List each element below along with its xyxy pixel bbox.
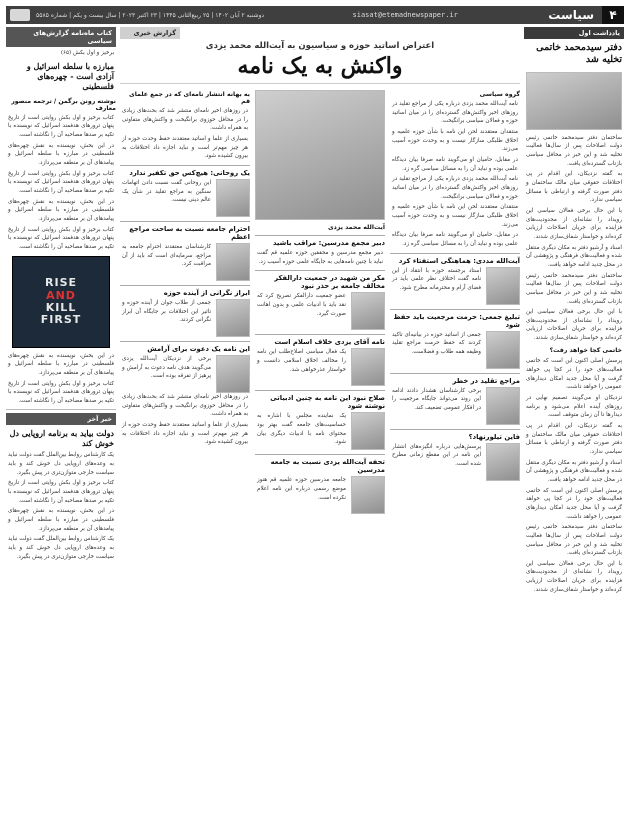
right-photo [526,72,622,130]
left-body-2 [6,352,116,406]
quote-box [255,390,385,450]
byline: گروه سیاسی [479,91,520,98]
quote-text: عضو جمعیت دارالفکر تصریح کرد که نقد باید با ادبیات علمی و بدون اهانت صورت گیرد. [257,293,346,317]
quote-title: دبیر مجمع مدرسین: مراقب باشید [272,239,385,247]
quote-text: دبیر مجمع مدرسین و محققین حوزه علمیه قم گفت نباید با چنین نامه‌هایی به جایگاه علمی حوزه آسیب زد. [257,250,383,265]
paragraph: در این بخش، نویسنده به نقش چهره‌های فلسطینی در مبارزه با سلطه اسرائیل و پیامدهای آن بر منطقه می‌پردازد. [8,142,114,167]
main-col-b [255,88,385,815]
quote-box [255,235,385,266]
right-body [524,134,624,595]
newspaper-logo-icon [10,9,30,21]
quote-title: احترام جامعه نسبت به ساحت مراجع اعظم [129,224,250,241]
paragraph: اسناد و آرشیو دفتر به مکان دیگری منتقل شده و فعالیت‌های فرهنگی و پژوهشی آن در محل جدید ادامه خواهد یافت. [526,459,622,483]
quote-title: این نامه یک دعوت برای آرامش [147,344,250,353]
left-tag: کتاب ماه‌نامه گزارش‌های سیاسی [6,27,116,47]
main-col-a [390,88,520,815]
paragraph: کتاب برخیز و اول بکش روایتی است از تاریخ پنهان ترورهای هدفمند اسرائیل که نویسنده با تکیه بر صدها مصاحبه آن را نگاشته است. [8,114,114,139]
paragraph: ساختمان دفتر سیدمحمد خاتمی رئیس دولت اصلاحات پس از سال‌ها فعالیت تخلیه شد و این خبر در محافل سیاسی بازتاب گسترده‌ای یافت. [526,524,622,557]
col-a-body [390,100,520,249]
quote-title: ابراز نگرانی از آینده حوزه [163,288,250,297]
col-c-body-2 [120,393,250,447]
paragraph: در این بخش، نویسنده به نقش چهره‌های فلسطینی در مبارزه با سلطه اسرائیل و پیامدهای آن بر منطقه می‌پردازد. [8,508,114,532]
quote-title: مکر من شهید در جمعیت دارالفکر مخالف جامعه بر حذر نبود [274,274,385,291]
main-tag: گزارش خبری [120,27,180,39]
right-subheading: خاتمی کجا خواهد رفت؟ [549,346,622,354]
quote-text: برخی کارشناسان هشدار دادند ادامه این روند می‌تواند جایگاه مرجعیت را در افکار عمومی تضعیف کند. [392,387,481,411]
paragraph: نزدیکان او می‌گویند تصمیم نهایی در روزهای آینده اعلام می‌شود و برنامه دیدارها تا آن زمان متوقف است. [526,395,622,419]
photo-caption: آیت‌الله محمد یزدی [327,224,385,231]
main-col-c [120,88,250,815]
right-title: دفتر سیدمحمد خاتمی تخلیه شد [536,42,622,66]
quote-text: جمعی از طلاب جوان از آینده حوزه و تاثیر این اختلافات بر جایگاه آن ابراز نگرانی کردند. [122,299,211,324]
portrait [216,355,250,393]
main-column [120,27,520,815]
paragraph: نامه آیت‌الله محمد یزدی درباره یکی از مراجع تقلید در روزهای اخیر واکنش‌های گسترده‌ای را در میان اساتید حوزه و فعالان سیاسی برانگیخت. [392,101,518,125]
left-body-3 [6,451,116,561]
paragraph: یک کارشناس روابط بین‌الملل گفت دولت نباید به وعده‌های اروپایی دل خوش کند و باید سیاست خارجی متوازن‌تری در پیش بگیرد. [8,452,114,476]
paragraph: در روزهای اخیر نامه‌ای منتشر شد که بحث‌های زیادی را در محافل حوزوی برانگیخت و واکنش‌های متفاوتی به همراه داشت. [122,393,248,418]
paragraph: در مقابل، حامیان او می‌گویند نامه صرفا بیان دیدگاه علمی بوده و نباید آن را به مسائل سیاسی گره زد. [392,232,518,247]
left-column [6,27,116,815]
quote-box [255,334,385,386]
left-body [6,114,116,252]
book-title-line: KILL [45,300,77,314]
book-title-line: RISE [45,276,77,290]
quote-title: مراجع تقلید در خطر [452,376,520,385]
portrait [486,267,520,305]
left-title-2: دولت بیاید به برنامه اروپایی دل خوش کند [9,427,114,448]
section-title: سیاست [548,8,594,22]
portrait [486,387,520,425]
paragraph: پرسش اصلی اکنون این است که خاتمی فعالیت‌های خود را در کجا پی خواهد گرفت و آیا محل جدید امکان دیدارهای عمومی را خواهد داشت. [526,358,622,391]
quote-title: فاین تیلورنهاد؟ [468,432,520,441]
col-c-body [120,107,250,161]
quote-title: آیت‌الله مددی: هماهنگی استفتاء کرد [398,256,520,265]
paragraph: ساختمان دفتر سیدمحمد خاتمی رئیس دولت اصلاحات پس از سال‌ها فعالیت تخلیه شد و این خبر در محافل سیاسی بازتاب گسترده‌ای یافت. [526,272,622,305]
portrait [216,179,250,217]
quote-title: یک روحانی: هیچ‌کس حق تکفیر ندارد [129,168,250,177]
divider [6,409,116,410]
book-cover [12,256,110,348]
quote-box [255,454,385,514]
paragraph: با این حال برخی فعالان سیاسی این رویداد را نشانه‌ای از محدودیت‌های فزاینده برای جریان اصلاحات ارزیابی کرده‌اند و خواستار شفاف‌سازی شدند. [526,560,622,593]
paragraph: در روزهای اخیر نامه‌ای منتشر شد که بحث‌های زیادی را در محافل حوزوی برانگیخت و واکنش‌های متفاوتی به همراه داشت. [122,108,248,132]
quote-box [390,373,520,425]
portrait [351,348,385,386]
quote-box [120,341,250,393]
paragraph: منتقدان معتقدند لحن این نامه با شأن حوزه علمیه و اخلاق طلبگی سازگار نیست و به وحدت حوزه آسیب می‌زند. [392,204,518,228]
paragraph: اسناد و آرشیو دفتر به مکان دیگری منتقل شده و فعالیت‌های فرهنگی و پژوهشی آن در محل جدید ادامه خواهد یافت. [526,244,622,268]
main-kicker: اعتراض اساتید حوزه و سیاسیون به آیت‌الله محمد یزدی [205,41,435,51]
portrait [351,412,385,450]
paragraph: با این حال برخی فعالان سیاسی این رویداد را نشانه‌ای از محدودیت‌های فزاینده برای جریان اصلاحات ارزیابی کرده‌اند و خواستار شفاف‌سازی شدند. [526,309,622,342]
paragraph: کتاب برخیز و اول بکش روایتی است از تاریخ پنهان ترورهای هدفمند اسرائیل که نویسنده با تکیه بر صدها مصاحبه آن را نگاشته است. [8,380,114,404]
portrait [486,331,520,369]
quote-text: یک نماینده مجلس با اشاره به حساسیت‌های جامعه گفت بهتر بود محتوای نامه با ادبیات دیگری بیان شود. [257,413,346,446]
quote-text: پرسش‌هایی درباره انگیزه‌های انتشار این نامه در این مقطع زمانی مطرح شده است. [392,443,481,467]
quote-text: جمعی از اساتید حوزه در بیانیه‌ای تاکید کردند که حفظ حرمت مراجع تقلید وظیفه همه طلاب و فضلاست. [392,331,481,355]
paragraph: با این حال برخی فعالان سیاسی این رویداد را نشانه‌ای از محدودیت‌های فزاینده برای جریان اصلاحات ارزیابی کرده‌اند و خواستار شفاف‌سازی شدند. [526,207,622,240]
paragraph: در این بخش، نویسنده به نقش چهره‌های فلسطینی در مبارزه با سلطه اسرائیل و پیامدهای آن بر منطقه می‌پردازد. [8,352,114,376]
quote-text: این روحانی گفت نسبت دادن اتهامات سنگین به مراجع تقلید در شأن یک عالم دینی نیست. [122,179,211,204]
book-title-line: AND [46,288,76,302]
paragraph: کتاب برخیز و اول بکش روایتی است از تاریخ پنهان ترورهای هدفمند اسرائیل که نویسنده با تکیه بر صدها مصاحبه آن را نگاشته است. [8,170,114,195]
left-byline: نوشته رونن برگمن / ترجمه منصور معارف [11,97,116,112]
paragraph: پرسش اصلی اکنون این است که خاتمی فعالیت‌های خود را در کجا پی خواهد گرفت و آیا محل جدید امکان دیدارهای عمومی را خواهد داشت. [526,487,622,520]
main-header [120,39,520,84]
paragraph: کتاب برخیز و اول بکش روایتی است از تاریخ پنهان ترورهای هدفمند اسرائیل که نویسنده با تکیه بر صدها مصاحبه آن را نگاشته است. [8,480,114,504]
portrait [216,299,250,337]
portrait [351,476,385,514]
quote-text: استاد برجسته حوزه با انتقاد از این نامه گفت اختلاف نظر علمی باید در فضای آرام و محترمانه مطرح شود. [392,267,481,291]
date-line: دوشنبه ۲ آبان ۱۴۰۲ | ۲۵ ربیع‌الثانی ۱۴۴۵ | ۲۳ اکتبر ۲۰۲۳ | سال بیست و یکم | شماره ۵۵۸۵ [36,11,265,19]
paragraph: به گفته نزدیکان، این اقدام در پی اختلافات حقوقی میان مالک ساختمان و دفتر صورت گرفته و ارتباطی با مسائل سیاسی ندارد. [526,171,622,204]
right-tag: یادداشت اول [524,27,624,39]
quote-title: تحفه آیت‌الله یزدی نسبت به جامعه مدرسین [270,458,385,475]
paragraph: یک کارشناس روابط بین‌الملل گفت دولت نباید به وعده‌های اروپایی دل خوش کند و باید سیاست خارجی متوازن‌تری در پیش بگیرد. [8,536,114,560]
book-title-line: FIRST [40,312,82,326]
paragraph: نامه آیت‌الله محمد یزدی درباره یکی از مراجع تقلید در روزهای اخیر واکنش‌های گسترده‌ای را در میان اساتید حوزه و فعالان سیاسی برانگیخت. [392,176,518,200]
quote-box [255,270,385,330]
quote-title: تبلیغ جمعی: حرمت مرجعیت باید حفظ شود [393,312,520,329]
paragraph: منتقدان معتقدند لحن این نامه با شأن حوزه علمیه و اخلاق طلبگی سازگار نیست و به وحدت حوزه آسیب می‌زند. [392,128,518,153]
quote-text: جامعه مدرسین حوزه علمیه قم هنوز موضع رسمی درباره این نامه اعلام نکرده است. [257,477,346,501]
quote-text: برخی از نزدیکان آیت‌الله یزدی می‌گویند هدف نامه دعوت به آرامش و پرهیز از تفرقه بوده است. [122,355,211,380]
paragraph: به گفته نزدیکان، این اقدام در پی اختلافات حقوقی میان مالک ساختمان و دفتر صورت گرفته و ارتباطی با مسائل سیاسی ندارد. [526,422,622,455]
website-address[interactable]: siasat@etemadnewspaper.ir [352,11,458,19]
main-grid [120,88,520,815]
main-headline: واکنش به یک نامه [237,53,403,79]
lead-photo [255,90,385,220]
portrait [486,443,520,481]
quote-box [120,165,250,217]
quote-box [120,221,250,281]
paragraph: کتاب برخیز و اول بکش روایتی است از تاریخ پنهان ترورهای هدفمند اسرائیل که نویسنده با تکیه بر صدها مصاحبه آن را نگاشته است. [8,226,114,251]
page-number: ۴ [602,6,624,24]
left-tag-2: خبر آخر [6,413,116,425]
masthead-bar [6,6,624,24]
quote-title: نامه آقای یزدی خلاف اسلام است [274,338,385,347]
quote-box [120,285,250,337]
col-c-subheading: به بهانه انتشار نامه‌ای که در جمع علمای قم [129,91,250,105]
quote-box [390,309,520,369]
right-column [524,27,624,815]
portrait [351,292,385,330]
paragraph: در مقابل، حامیان او می‌گویند نامه صرفا بیان دیدگاه علمی بوده و نباید آن را به مسائل سیاسی گره زد. [392,156,518,172]
portrait [216,243,250,281]
quote-text: کارشناسان معتقدند احترام جامعه به مراجع، سرمایه‌ای است که باید از آن مراقبت کرد. [122,243,211,268]
paragraph: ساختمان دفتر سیدمحمد خاتمی رئیس دولت اصلاحات پس از سال‌ها فعالیت تخلیه شد و این خبر در محافل سیاسی بازتاب گسترده‌ای یافت. [526,134,622,167]
quote-box [390,429,520,481]
quote-title: صلاح نبود این نامه به چنین ادبیاتی نوشته شود [270,394,385,411]
paragraph: بسیاری از علما و اساتید معتقدند حفظ وحدت حوزه از هر چیز مهم‌تر است و نباید اجازه داد اختلافات به بیرون کشیده شود. [122,135,248,160]
paragraph: بسیاری از علما و اساتید معتقدند حفظ وحدت حوزه از هر چیز مهم‌تر است و نباید اجازه داد اختلافات به بیرون کشیده شود. [122,421,248,446]
quote-box [390,253,520,305]
left-title: مبارزه با سلطه اسرائیل و آزادی است - چهره‌های فلسطینی [26,60,114,92]
paragraph: در این بخش، نویسنده به نقش چهره‌های فلسطینی در مبارزه با سلطه اسرائیل و پیامدهای آن بر منطقه می‌پردازد. [8,198,114,223]
series-label: برخیز و اول بکش (۶۵) [60,50,114,56]
quote-text: یک فعال سیاسی اصلاح‌طلب این نامه را مخالف اخلاق اسلامی دانست و خواستار عذرخواهی شد. [257,349,346,373]
